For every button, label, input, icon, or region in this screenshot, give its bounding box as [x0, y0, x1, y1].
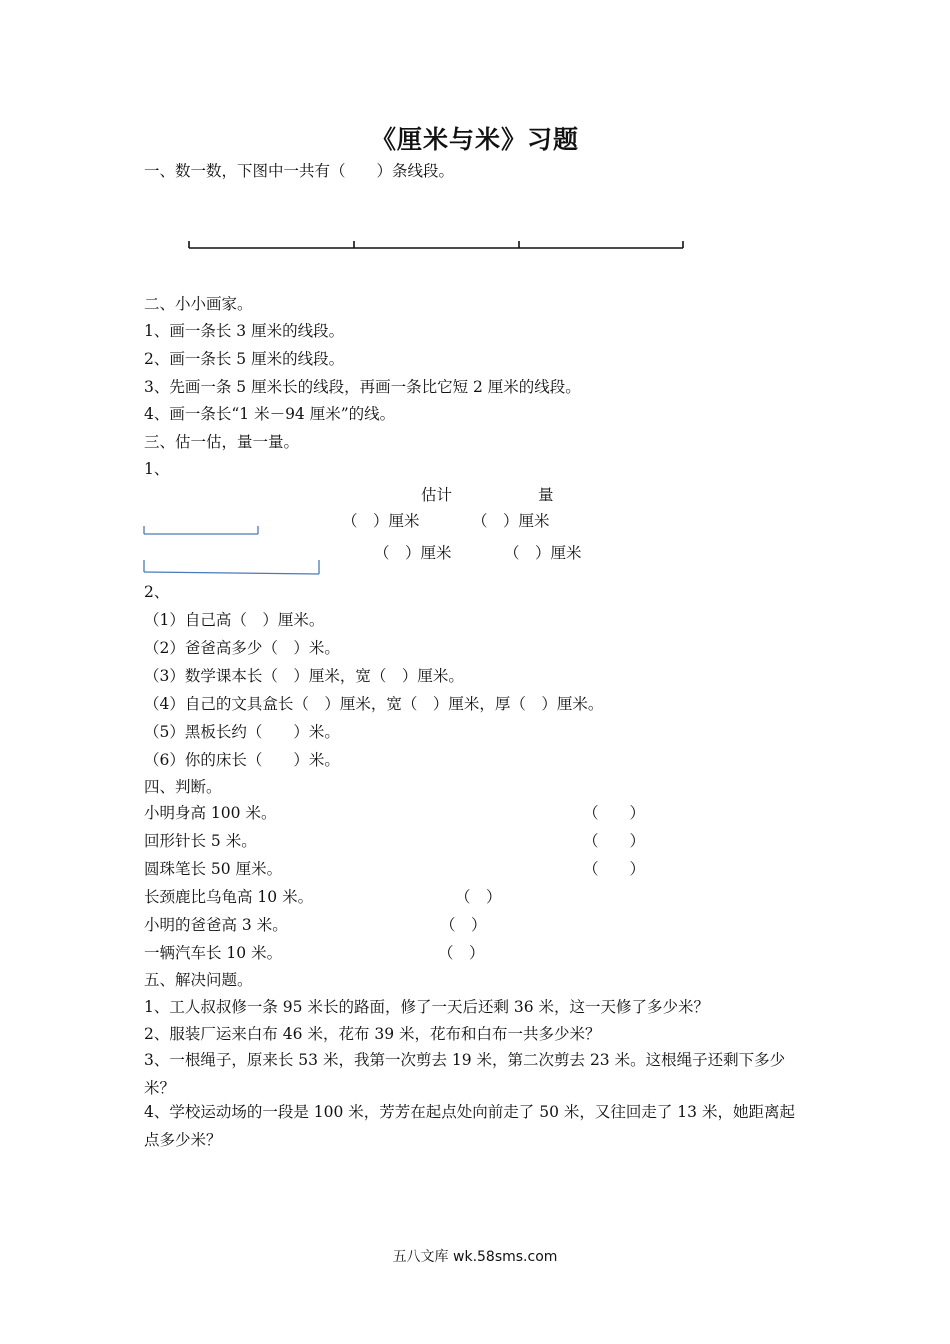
section2-heading: 二、小小画家。 — [144, 295, 253, 313]
section2-item-1: 1、画一条长 3 厘米的线段。 — [144, 322, 345, 340]
section1-question: 一、数一数，下图中一共有（ ）条线段。 — [144, 162, 455, 180]
judge-item-2-mark: （ ） — [583, 832, 646, 850]
problem-3: 3、一根绳子，原来长 53 米，我第一次剪去 19 米，第二次剪去 23 米。这根绳子还剩下多少米？ — [144, 1051, 786, 1097]
section3-part2-label: 2、 — [144, 583, 170, 601]
problem-4: 4、学校运动场的一段是 100 米，芳芳在起点处向前走了 50 米，又往回走了 13 米，她距离起点多少米？ — [144, 1103, 795, 1149]
page-title: 《厘米与米》习题 — [370, 125, 579, 154]
judge-item-4: 长颈鹿比乌龟高 10 米。 — [144, 888, 314, 906]
judge-item-5: 小明的爸爸高 3 米。 — [144, 916, 288, 934]
section2-item-2: 2、画一条长 5 厘米的线段。 — [144, 350, 345, 368]
measure-segment-1 — [144, 526, 258, 534]
section3-item-1: （1）自己高（ ）厘米。 — [144, 611, 325, 629]
judge-item-1-mark: （ ） — [583, 804, 646, 822]
judge-item-6-mark: （ ） — [438, 944, 485, 962]
section4-heading: 四、判断。 — [144, 778, 222, 796]
section3-item-2: （2）爸爸高多少（ ）米。 — [144, 639, 340, 657]
judge-item-2: 回形针长 5 米。 — [144, 832, 257, 850]
section3-item-4: （4）自己的文具盒长（ ）厘米，宽（ ）厘米，厚（ ）厘米。 — [144, 695, 604, 713]
section3-item-6: （6）你的床长（ ）米。 — [144, 751, 340, 769]
section3-part1-label: 1、 — [144, 460, 170, 478]
estimate-column-header: 估计 — [421, 486, 453, 504]
judge-item-3: 圆珠笔长 50 厘米。 — [144, 860, 283, 878]
section2-item-4: 4、画一条长“1 米－94 厘米”的线。 — [144, 405, 396, 423]
section5-heading: 五、解决问题。 — [144, 971, 253, 989]
segment1-estimate-blank: （ ）厘米 — [342, 512, 420, 530]
problem-2: 2、服装厂运来白布 46 米，花布 39 米，花布和白布一共多少米？ — [144, 1025, 601, 1043]
segment2-measure-blank: （ ）厘米 — [504, 544, 582, 562]
measure-column-header: 量 — [538, 486, 554, 504]
judge-item-4-mark: （ ） — [455, 888, 502, 906]
section3-heading: 三、估一估，量一量。 — [144, 433, 300, 451]
judge-item-6: 一辆汽车长 10 米。 — [144, 944, 283, 962]
judge-item-5-mark: （ ） — [440, 916, 487, 934]
section3-item-5: （5）黑板长约（ ）米。 — [144, 723, 340, 741]
segment2-estimate-blank: （ ）厘米 — [374, 544, 452, 562]
segment1-measure-blank: （ ）厘米 — [472, 512, 550, 530]
section3-item-3: （3）数学课本长（ ）厘米，宽（ ）厘米。 — [144, 667, 464, 685]
measure-segment-2 — [144, 560, 319, 574]
section2-item-3: 3、先画一条 5 厘米长的线段，再画一条比它短 2 厘米的线段。 — [144, 378, 581, 396]
problem-1: 1、工人叔叔修一条 95 米长的路面，修了一天后还剩 36 米，这一天修了多少米？ — [144, 998, 710, 1016]
counting-segment-figure — [189, 241, 683, 248]
footer-watermark: 五八文库 wk.58sms.com — [392, 1249, 558, 1265]
judge-item-3-mark: （ ） — [583, 860, 646, 878]
judge-item-1: 小明身高 100 米。 — [144, 804, 277, 822]
